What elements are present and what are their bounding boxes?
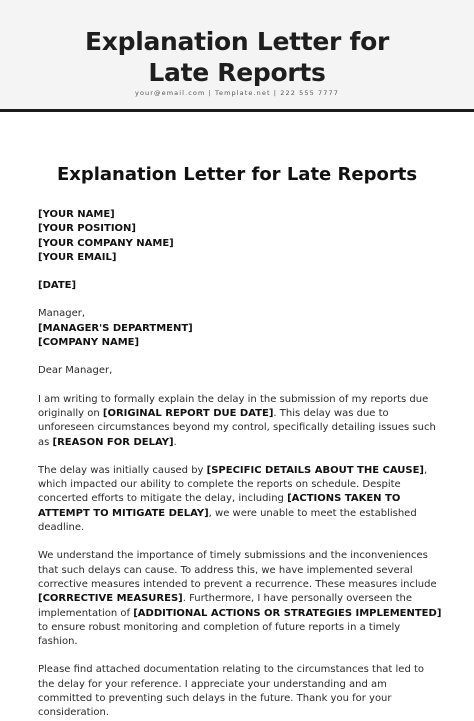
salutation: Dear Manager,: [38, 365, 113, 377]
letterhead: [0, 0, 474, 112]
p3-text-3: to ensure robust monitoring and completion of future reports in a timely fashion.: [38, 621, 401, 648]
letterhead-title-line1: Explanation Letter for: [85, 27, 389, 56]
letter-date: [DATE]: [38, 280, 77, 292]
p3-text-1: We understand the importance of timely submissions and the inconveniences that such delays can cause. To address this, we have implemented several corrective measures intended to prevent a recurrence. These measures include: [38, 550, 437, 590]
p1-placeholder-2: [REASON FOR DELAY]: [52, 436, 174, 448]
document-title: Explanation Letter for Late Reports: [56, 164, 418, 185]
recipient-block: [38, 307, 442, 350]
sender-company: [YOUR COMPANY NAME]: [38, 237, 174, 249]
sender-position: [YOUR POSITION]: [38, 223, 136, 235]
p1-placeholder-1: [ORIGINAL REPORT DUE DATE]: [102, 407, 274, 419]
p3-placeholder-1: [CORRECTIVE MEASURES]: [38, 593, 183, 605]
p2-placeholder-1: [SPECIFIC DETAILS ABOUT THE CAUSE]: [206, 464, 424, 476]
p1-text-3: .: [173, 436, 177, 448]
p1-text-1: I am writing to formally explain the delay in the submission of my reports due originally on: [38, 393, 429, 419]
p2-text-3: , we were unable to meet the established deadline.: [38, 507, 417, 534]
recipient-title: Manager,: [38, 308, 86, 320]
p2-text-1: The delay was initially caused by: [38, 464, 207, 476]
p2-placeholder-2: [ACTIONS TAKEN TO ATTEMPT TO MITIGATE DELAY]: [38, 493, 401, 519]
paragraph-3: [38, 549, 442, 649]
paragraph-1: [38, 393, 442, 450]
letterhead-title-line2: Late Reports: [148, 58, 326, 87]
paragraph-2: [38, 464, 442, 535]
recipient-department: [MANAGER'S DEPARTMENT]: [38, 322, 193, 334]
p1-text-2: . This delay was due to unforeseen circumstances beyond my control, specifically detailing issues such as: [38, 407, 436, 448]
paragraph-4: Please find attached documentation relating to the circumstances that led to the delay for your reference. I appreciate your understanding and am committed to preventing such delays in the future. Thank you for your consideration.: [38, 664, 425, 719]
sender-name: [YOUR NAME]: [38, 209, 115, 220]
recipient-company: [COMPANY NAME]: [38, 337, 140, 349]
p2-text-2: , which impacted our ability to complete the reports on schedule. Despite concerted efforts to mitigate the delay, including: [38, 464, 428, 505]
letterhead-contact: your@email.com | Template.net | 222 555 7777: [135, 89, 339, 97]
sender-email: [YOUR EMAIL]: [38, 251, 117, 263]
sender-block: [38, 208, 442, 265]
p3-placeholder-2: [ADDITIONAL ACTIONS OR STRATEGIES IMPLEMENTED]: [133, 607, 442, 619]
p3-text-2: . Furthermore, I have personally overseen the implementation of: [38, 593, 412, 619]
letter-body: [38, 208, 442, 721]
letterhead-title: [0, 26, 474, 88]
